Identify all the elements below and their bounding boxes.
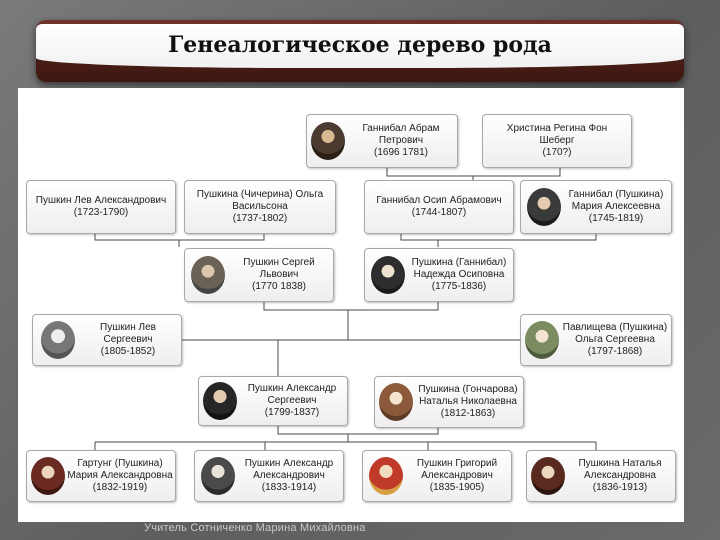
person-info [415,384,521,420]
portrait-icon [201,457,235,495]
person-info [229,257,329,293]
person-info [237,458,341,494]
person-name: Ганнибал Абрам Петрович [362,123,440,146]
portrait-icon [31,457,65,495]
person-name: Пушкина (Ганнибал) Надежда Осиповна [411,257,507,280]
person-info [561,322,669,358]
portrait-icon [369,457,403,495]
person-nadezhda [364,248,514,302]
person-info [567,458,673,494]
person-info [191,189,329,225]
person-info [491,123,623,159]
person-info [347,123,455,159]
person-years: (1799-1837) [264,407,320,418]
person-info [33,195,169,219]
person-info [79,322,177,358]
portrait-icon [41,321,75,359]
family-tree-panel [18,88,684,522]
footer-author: Учитель Сотниченко Марина Михайловна [144,522,366,534]
person-name: Пушкина Наталья Александровна [578,458,662,481]
person-name: Ганнибал (Пушкина) Мария Алексеевна [568,189,664,212]
person-info [67,458,173,494]
person-name: Гартунг (Пушкина) Мария Александровна [67,458,173,481]
person-years: (1770 1838) [252,281,306,292]
title-banner [36,20,684,82]
person-years: (1723-1790) [73,207,129,218]
person-years: (1775-1836) [431,281,487,292]
portrait-icon [191,256,225,294]
person-info [371,195,507,219]
person-chicherina [184,180,336,234]
portrait-icon [311,122,345,160]
person-info [563,189,669,225]
person-gannibal-maria [520,180,672,234]
person-years: (1696 1781) [374,147,428,158]
person-name: Павлищева (Пушкина) Ольга Сергеевна [562,322,668,345]
portrait-icon [203,382,237,420]
portrait-icon [525,321,559,359]
person-info [407,257,511,293]
person-years: (1805-1852) [100,346,156,357]
person-years: (1797-1868) [587,346,643,357]
person-years: (1836-1913) [592,482,648,493]
person-pushkina-natalia [526,450,676,502]
person-years: (1835-1905) [429,482,485,493]
person-name: Пушкина (Гончарова) Наталья Николаевна [418,384,518,407]
person-years: (1737-1802) [232,213,288,224]
person-pushkin-alexander [198,376,348,426]
person-years: (1833-1914) [261,482,317,493]
portrait-icon [531,457,565,495]
portrait-icon [527,188,561,226]
person-gannibal-abram [306,114,458,168]
person-years: (170?) [542,147,572,158]
portrait-icon [371,256,405,294]
person-name: Христина Регина Фон Шеберг [506,123,608,146]
person-name: Ганнибал Осип Абрамович [376,195,502,206]
person-pavlishcheva [520,314,672,366]
person-pushkin-lev-s [32,314,182,366]
person-years: (1832-1919) [92,482,148,493]
person-gannibal-osip [364,180,514,234]
person-name: Пушкин Сергей Львович [243,257,315,280]
person-info [239,383,345,419]
person-info [405,458,509,494]
person-name: Пушкин Григорий Александрович [416,458,498,481]
person-years: (1745-1819) [588,213,644,224]
person-gartung [26,450,176,502]
person-name: Пушкин Александр Александрович [244,458,334,481]
person-name: Пушкина (Чичерина) Ольга Васильсона [196,189,324,212]
portrait-icon [379,383,413,421]
person-pushkin-grigory [362,450,512,502]
person-pushkin-sergey [184,248,334,302]
person-years: (1812-1863) [440,408,496,419]
slide-title: Генеалогическое дерево рода [168,32,552,58]
person-name: Пушкин Лев Александрович [35,195,167,206]
person-years: (1744-1807) [411,207,467,218]
person-natalia [374,376,524,428]
person-name: Пушкин Лев Сергеевич [100,322,156,345]
person-christina [482,114,632,168]
person-name: Пушкин Александр Сергеевич [247,383,337,406]
person-pushkin-alexander-a [194,450,344,502]
person-pushkin-lev-a [26,180,176,234]
